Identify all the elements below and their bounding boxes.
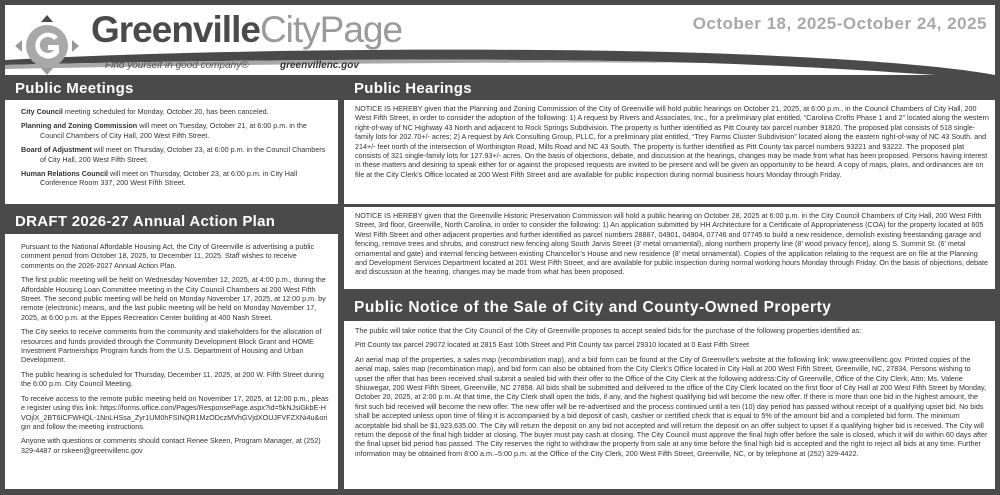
tagline: Find yourself in good company® xyxy=(105,60,249,71)
action-plan-paragraph: The first public meeting will be held on Wednesday November 12, 2025, at 4:00 p.m., during the Affordable Housing Loan Committee meeting in the City Council Chambers at 200 West Fifth Street. The second public meeting will be held on Monday November 17, 2025, at 12:00 p.m. by remote (electronic) means, and the last public meeting will be held on Monday November 17, 2025, at 6:00 p.m. at the Eppes Recreation Center building at 400 Nash Street. xyxy=(21,275,326,322)
meeting-item xyxy=(21,145,328,164)
greenville-g-logo-icon xyxy=(13,13,81,75)
hearing-notice-planning-zoning xyxy=(344,100,995,204)
sale-notice-title: Public Notice of the Sale of City and County-Owned Property xyxy=(344,294,995,321)
hearing-notice-text: NOTICE IS HEREBY given that the Greenville Historic Preservation Commission will hold a public hearing on October 28, 2025 at 6:00 p.m. in the City Council Chambers of City Hall, 200 West Fifth Street, 3rd floor, Greenville, North Carolina, in order to consider the following: 1) An application submitted by HH Architecture for a Certificate of Appropriateness (COA) for the property located at 605 West Fifth Street and other adjacent properties and further identified as parcel numbers 28887, 04901, 04904, 07746 and 07745 to build a new residence, demolish existing freestanding garage and fencing, remove trees and shrubs, and construct new fencing along South Jarvis Street (3’ metal ornamental), along northern property line (8’ wood privacy fence), along S. Summit St. (6’ metal ornamental and gate) and internal fencing between existing Chancellor’s House and new residence (8’ metal ornamental). Copies of the application relating to the request are on file at the Planning and Development Services Department located at 201 West Fifth Street, and are available for public inspection during normal working hours Monday through Friday. On the basis of objections, debate and discussion at the hearing, changes may be made from what has been proposed. xyxy=(355,211,988,277)
meeting-body-name: Planning and Zoning Commission xyxy=(21,121,138,131)
meeting-details: will meet on Tuesday, October 21, at 6:00 p.m. in the Council Chambers of City Hall, 200 West Fifth Street. xyxy=(40,121,307,140)
sale-notice-parcels: Pitt County tax parcel 29072 located at 2815 East 10th Street and Pitt County tax parcel 29310 located at 0 East Fifth Street xyxy=(355,340,749,350)
public-hearings-title: Public Hearings xyxy=(344,78,995,100)
website-link[interactable]: greenvillenc.gov xyxy=(280,60,359,71)
meeting-item xyxy=(21,169,328,188)
brand-wordmark xyxy=(91,9,402,51)
meeting-details: will meet on Thursday, October 23, at 6:00 p.m. in the Council Chambers of City Hall, 200 West Fifth Street. xyxy=(40,145,326,164)
meeting-item xyxy=(21,121,328,140)
meeting-body-name: Human Relations Council xyxy=(21,169,109,179)
sale-notice-paragraph: The public will take notice that the City Council of the City of Greenville proposes to accept sealed bids for the purchase of the following properties identified as: xyxy=(355,326,862,335)
sale-notice-section xyxy=(344,321,995,489)
action-plan-paragraph: The public hearing is scheduled for Thursday, December 11, 2025, at 200 W. Fifth Street during the 6:00 p.m. City Council Meeting. xyxy=(21,369,324,389)
action-plan-title: DRAFT 2026-27 Annual Action Plan xyxy=(5,210,338,234)
action-plan-section xyxy=(5,234,338,489)
sale-notice-details: An aerial map of the properties, a sales map (recombination map), and a bid form can be found at the City of Greenville’s website at the following link: www.greenvillenc.gov. Printed copies of the aerial map, sales map (recombination map), and bid form can also be obtained from the City Clerk’s Office located in City Hall at 200 West Fifth Street, Greenville, NC, 27834. Persons wishing to upset the offer that has been received shall submit a sealed bid with their offer to the Office of the City Clerk at the following address:City of Greenville, Office of the City Clerk, Attn: Ms. Valerie Shiuwegar, 200 West Fifth Street, Greenville, NC 27858. All bids shall be submitted and delivered to the office of the City Clerk located on the first floor of City Hall at 200 West Fifth Street by Monday, October 20, 2025, at 2:00 p.m. At that time, the City Clerk shall open the bids, if any, and the highest qualifying bid will become the new offer. If there is more than one bid in the highest amount, the first such bid received will become the new offer. The new offer will be re-advertised and the process continued until a ten (10) day period has passed without receipt of a qualifying upset bid. No bids shall be accepted unless upon time of filing it is accompanied by a bid deposit of cash, cashier or certified check that is equal to 5% of the amount bid and a completed bid form. The minimum acceptable bid shall be $1,923,635.00. The City will return the deposit on any bid not accepted and will return the deposit on an offer subject to upset if a qualifying higher bid is received. The City will return the deposit of the final high bidder at closing. The buyer must pay cash at closing. The City Council must approve the final high offer before the sale is closed, which it will do within 60 days after the final upset bid period has passed. The City reserves the right to withdraw the property from sale at any time before the final high bid is accepted and the right to reject all bids at any time. Further information may be obtained from 8:00 a.m.–5:00 p.m. at the Office of the City Clerk, 200 West Fifth Street, Greenville, NC, or by telephone at (252) 329-4422. xyxy=(355,354,988,458)
date-range: October 18, 2025-October 24, 2025 xyxy=(692,14,987,33)
brand-greenville: Greenville xyxy=(91,9,260,50)
action-plan-paragraph: Pursuant to the National Affordable Housing Act, the City of Greenville is advertising a public comment period from October 18, 2025, to December 11, 2025. Staff wishes to receive comments on the 2026-2027 Annual Action Plan. xyxy=(21,242,315,270)
registration-link-paragraph[interactable]: To receive access to the remote public meeting held on November 17, 2025, at 12:00 p.m., please register using this link: https://forms.office.com/Pages/ResponsePage.aspx?id=5kNJsiGkbE-HVOjlX_2BT6ICFWHQL-1NnLHSsa_Zyr1UM0hFSINQR1MzODczMVhGVjdXOUJFVFZXNi4u&origin and follow the meeting instructions. xyxy=(21,393,329,431)
action-plan-paragraph: The City seeks to receive comments from the community and stakeholders for the allocation of resources and funds provided through the Community Development Block Grant and HOME Investment Partnerships Program funds from the U.S. Department of Housing and Urban Development. xyxy=(21,327,322,365)
masthead xyxy=(5,5,995,75)
meeting-item xyxy=(21,107,328,116)
meeting-body-name: City Council xyxy=(21,107,63,116)
meeting-details: meeting scheduled for Monday, October 20, has been canceled. xyxy=(62,107,269,116)
hearing-notice-historic-preservation xyxy=(344,207,995,289)
meeting-body-name: Board of Adjustment xyxy=(21,145,92,155)
public-meetings-title: Public Meetings xyxy=(5,78,338,100)
meeting-details: will meet on Thursday, October 23, at 6:00 p.m. in City Hall Conference Room 337, 200 West Fifth Street. xyxy=(40,169,298,188)
brand-citypage: CityPage xyxy=(259,9,403,50)
hearing-notice-text: NOTICE IS HEREBY given that the Planning and Zoning Commission of the City of Greenville will hold public hearings on October 21, 2025, at 6:00 p.m., in the Council Chambers of City Hall, 200 West Fifth Street, in order to consider the adoption of the following: 1) A request by Rivers and Associates, Inc., for a preliminary plat entitled, “Carolina Crofts Phase 1 and 2” located along the western right-of-way of NC Highway 43 North and adjacent to Rock Springs Subdivision. The property is further identified as Pitt County tax parcel number 91820. The proposed plat consists of 518 single-family lots for 202.70+/- acres; 2) A request by Ark Consulting Group, PLLC, for a preliminary plat entitled, “Trey Farms Cluster Subdivision” located along the eastern right-of-way of NC 43 South. and 214+/- feet north of the intersection of Worthington Road, Mills Road and NC 43 South. The property is further identified as Pitt County tax parcel numbers 93221 and 93222. The proposed plat consists of 321 single-family lots for 127.93+/- acres. On the basis of objections, debate, and discussion at the hearings, changes may be made from what has been proposed. Persons having interest in these matters and desiring to speak either for or against the proposed requests are invited to be present and will be given an opportunity to be heard. A copy of maps, plans, and ordinances are on file at the City Clerk’s Office located at 200 West Fifth Street and are available for public inspection during normal business hours Monday through Friday. xyxy=(355,104,989,179)
public-meetings-section xyxy=(5,100,338,204)
contact-paragraph: Anyone with questions or comments should contact Renee Skeen, Program Manager, at (252) 329-4487 or rskeen@greenvillenc.gov xyxy=(21,436,321,455)
